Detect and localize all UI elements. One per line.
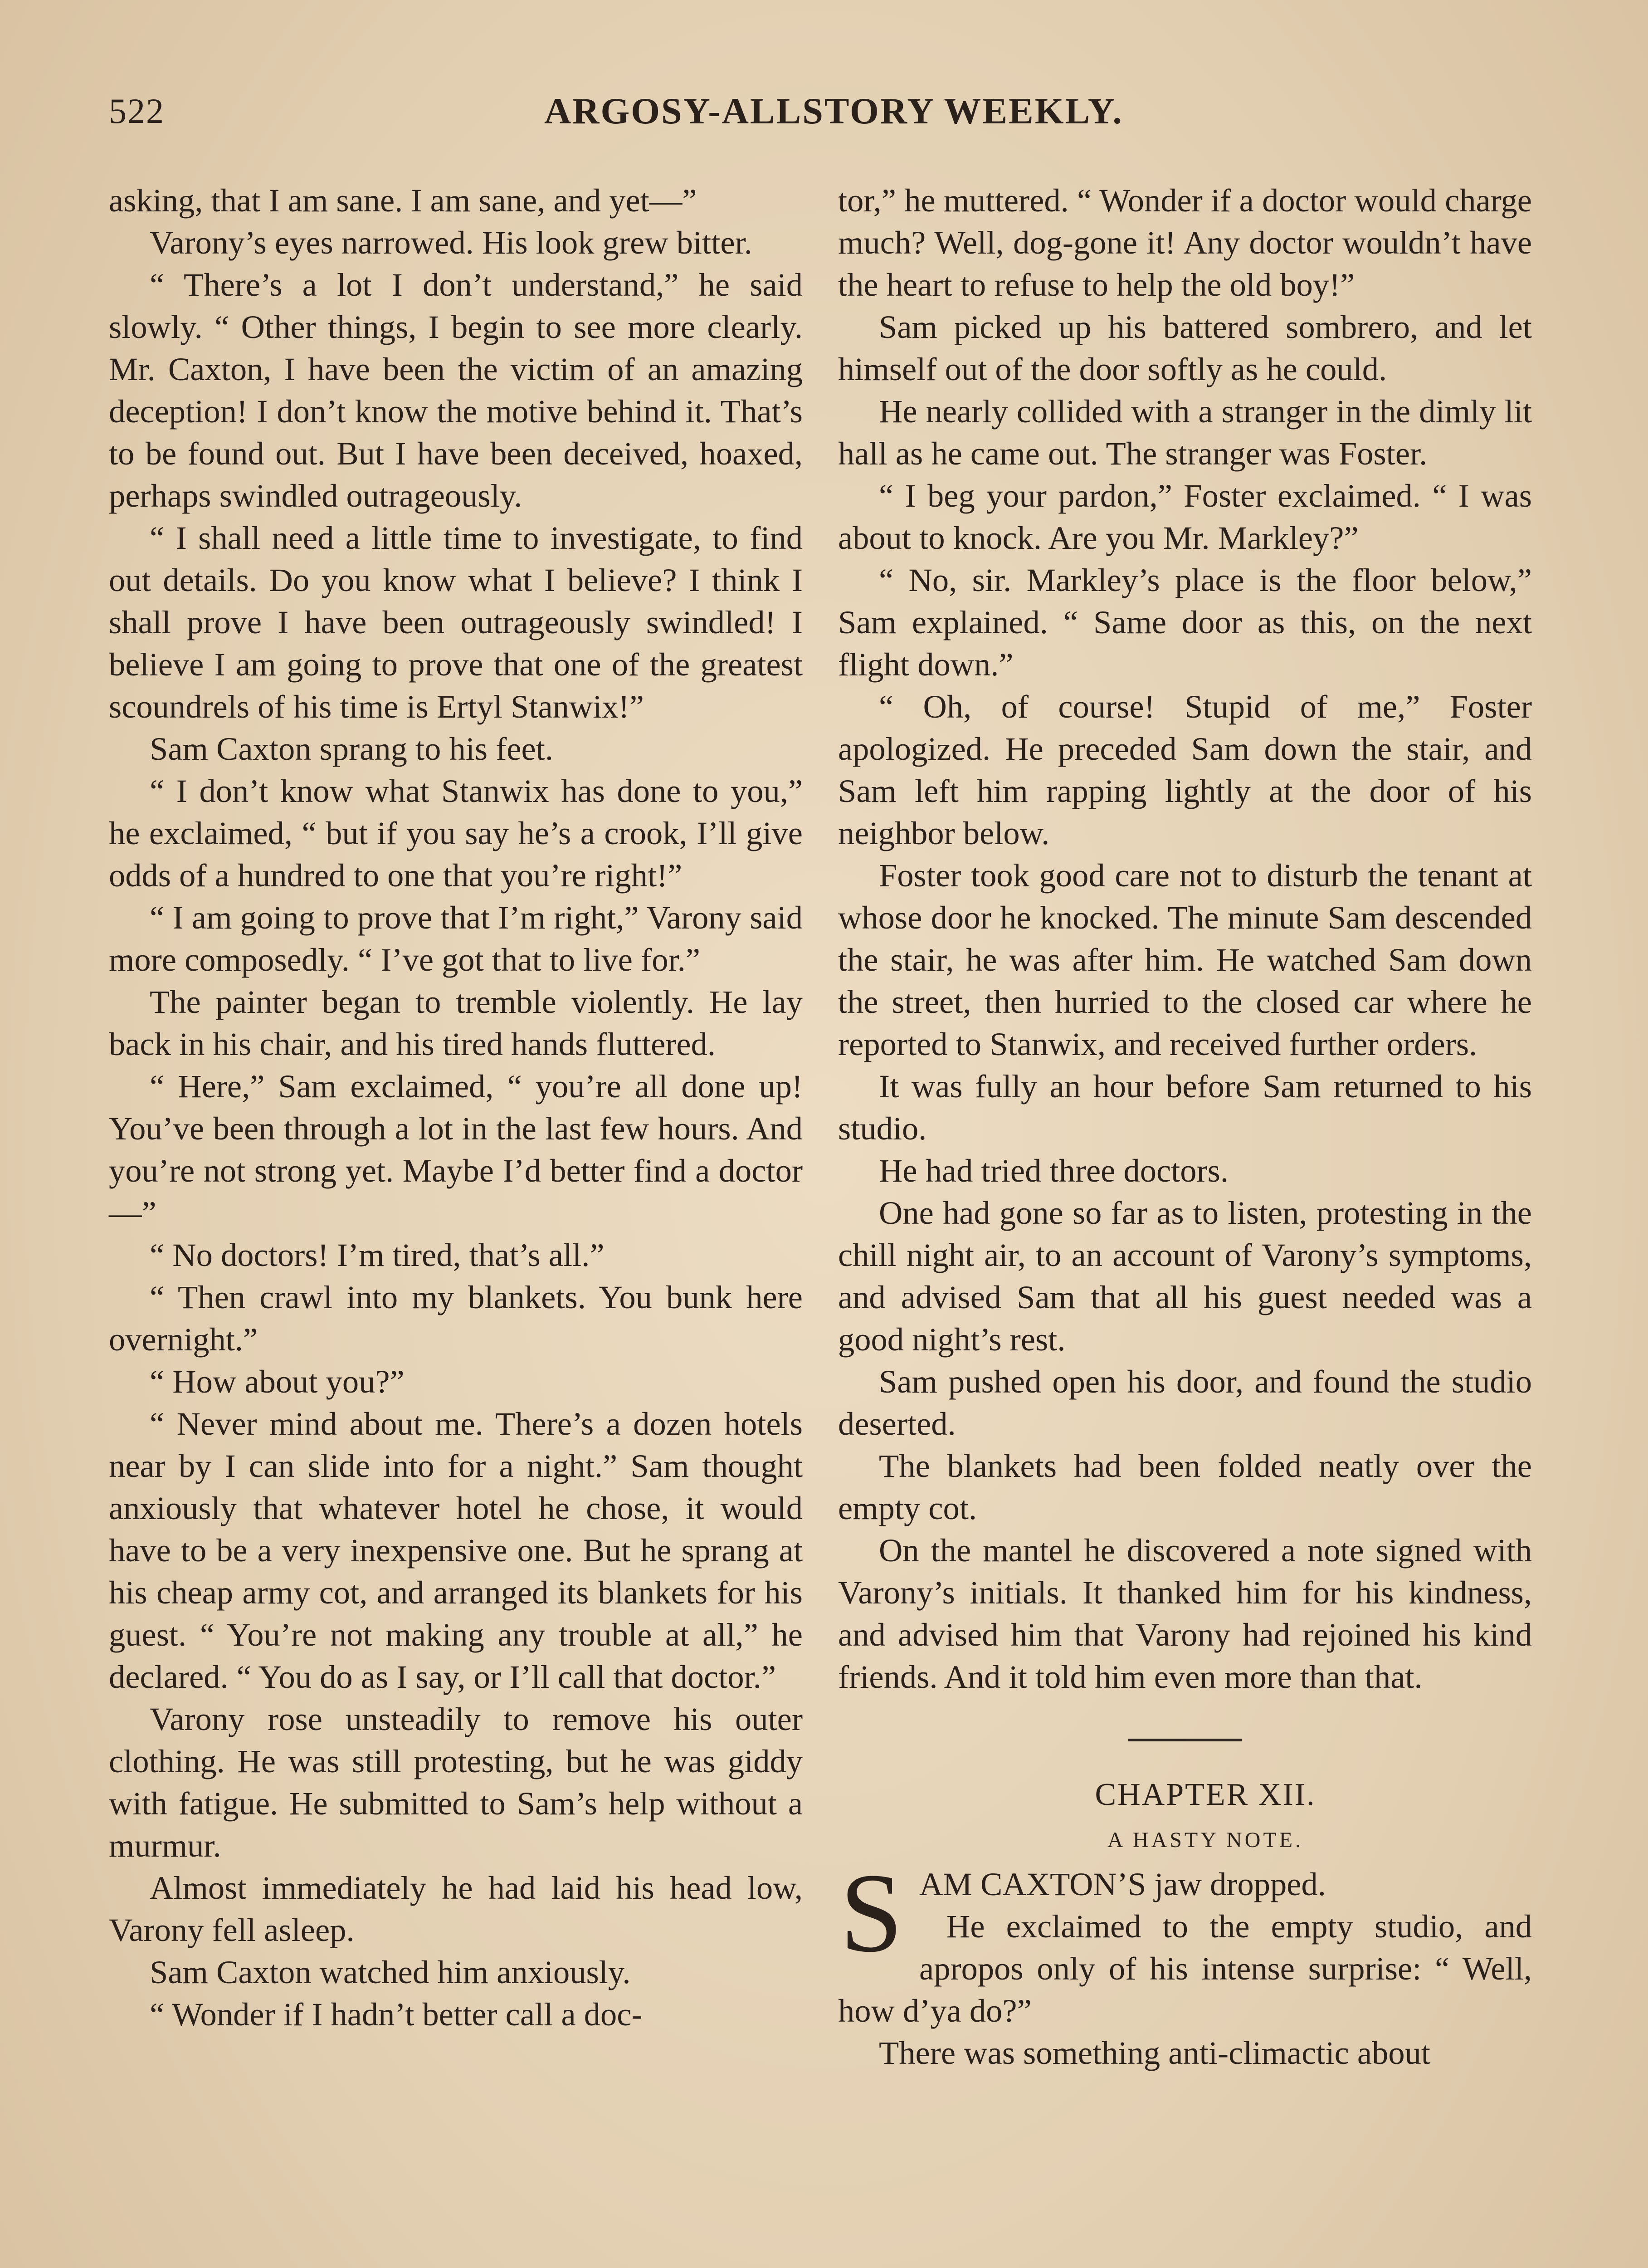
paragraph: “ No doctors! I’m tired, that’s all.”	[150, 1237, 605, 1273]
chapter-title: CHAPTER XII.	[1095, 1777, 1316, 1812]
paragraph: “ I shall need a little time to investigate, to find out details. Do you know what I believe? I think I shall prove I have been outrageously swindled! I believe I am going to prove that one of the greatest scoundrels of his time is Ertyl Stanwix!”	[109, 519, 803, 725]
paragraph: asking, that I am sane. I am sane, and yet—”	[109, 182, 697, 219]
paragraph: It was fully an hour before Sam returned to his studio.	[838, 1068, 1532, 1147]
paragraph: “ I don’t know what Stanwix has done to you,” he exclaimed, “ but if you say he’s a crook, I’ll give odds of a hundred to one that you’re right!”	[109, 772, 803, 894]
paragraph: He nearly collided with a stranger in the dimly lit hall as he came out. The stranger was Foster.	[838, 393, 1532, 472]
paragraph: One had gone so far as to listen, protesting in the chill night air, to an account of Varony’s symptoms, and advised Sam that all his guest needed was a good night’s rest.	[838, 1194, 1532, 1358]
section-divider	[1128, 1739, 1242, 1741]
opening-line: AM CAXTON’S jaw dropped.	[919, 1866, 1326, 1902]
paragraph: “ Never mind about me. There’s a dozen hotels near by I can slide into for a night.” Sam thought anxiously that whatever hotel he chose, it would have to be a very inexpensive one. But he sprang at his cheap army cot, and arranged its blankets for his guest. “ You’re not making any trouble at all,” he declared. “ You do as I say, or I’ll call that doctor.”	[109, 1405, 803, 1695]
page-number: 522	[109, 91, 165, 131]
paragraph: Varony’s eyes narrowed. His look grew bitter.	[150, 224, 752, 261]
paragraph: “ Here,” Sam exclaimed, “ you’re all done up! You’ve been through a lot in the last few hours. And you’re not strong yet. Maybe I’d better find a doctor—”	[109, 1068, 803, 1231]
paragraph: He exclaimed to the empty studio, and apropos only of his intense surprise: “ Well, how d’ya do?”	[838, 1908, 1532, 2029]
paragraph: “ I am going to prove that I’m right,” Varony said more composedly. “ I’ve got that to live for.”	[109, 899, 803, 978]
paragraph: Sam pushed open his door, and found the studio deserted.	[838, 1363, 1532, 1442]
drop-cap: S	[840, 1850, 903, 1976]
paragraph: The painter began to tremble violently. He lay back in his chair, and his tired hands fluttered.	[109, 983, 803, 1062]
paragraph: Sam picked up his battered sombrero, and let himself out of the door softly as he could.	[838, 308, 1532, 387]
paragraph: “ No, sir. Markley’s place is the floor below,” Sam explained. “ Same door as this, on the next flight down.”	[838, 562, 1532, 683]
paragraph: Sam Caxton watched him anxiously.	[150, 1954, 631, 1990]
paragraph: The blankets had been folded neatly over the empty cot.	[838, 1447, 1532, 1526]
paragraph: “ There’s a lot I don’t understand,” he said slowly. “ Other things, I begin to see more clearly. Mr. Caxton, I have been the victim of an amazing deception! I don’t know the motive behind it. That’s to be found out. But I have been deceived, hoaxed, perhaps swindled outrageously.	[109, 266, 803, 514]
running-title: ARGOSY-ALLSTORY WEEKLY.	[544, 90, 1123, 132]
chapter-subtitle: A HASTY NOTE.	[1107, 1828, 1304, 1852]
paragraph: tor,” he muttered. “ Wonder if a doctor would charge much? Well, dog-gone it! Any doctor wouldn’t have the heart to refuse to help the old boy!”	[838, 182, 1532, 303]
paragraph: There was something anti-climactic about	[879, 2034, 1430, 2071]
left-column	[109, 179, 803, 2035]
paragraph: “ How about you?”	[150, 1363, 405, 1400]
page-header	[109, 84, 1542, 138]
paragraph: Almost immediately he had laid his head low, Varony fell asleep.	[109, 1869, 803, 1948]
paragraph: “ I beg your pardon,” Foster exclaimed. “ I was about to knock. Are you Mr. Markley?”	[838, 477, 1532, 556]
paragraph: He had tried three doctors.	[879, 1152, 1229, 1189]
paragraph: “ Then crawl into my blankets. You bunk here overnight.”	[109, 1279, 803, 1358]
right-column	[838, 179, 1532, 2074]
paragraph: “ Wonder if I hadn’t better call a doc-	[150, 1996, 643, 2033]
paragraph: On the mantel he discovered a note signed with Varony’s initials. It thanked him for his kindness, and advised him that Varony had rejoined his kind friends. And it told him even more than that.	[838, 1532, 1532, 1695]
paragraph: “ Oh, of course! Stupid of me,” Foster apologized. He preceded Sam down the stair, and Sam left him rapping lightly at the door of his neighbor below.	[838, 688, 1532, 851]
paragraph: Varony rose unsteadily to remove his outer clothing. He was still protesting, but he was giddy with fatigue. He submitted to Sam’s help without a murmur.	[109, 1701, 803, 1864]
paragraph: Sam Caxton sprang to his feet.	[150, 730, 554, 767]
paragraph: Foster took good care not to disturb the tenant at whose door he knocked. The minute Sam descended the stair, he was after him. He watched Sam down the street, then hurried to the closed car where he reported to Stanwix, and received further orders.	[838, 857, 1532, 1062]
